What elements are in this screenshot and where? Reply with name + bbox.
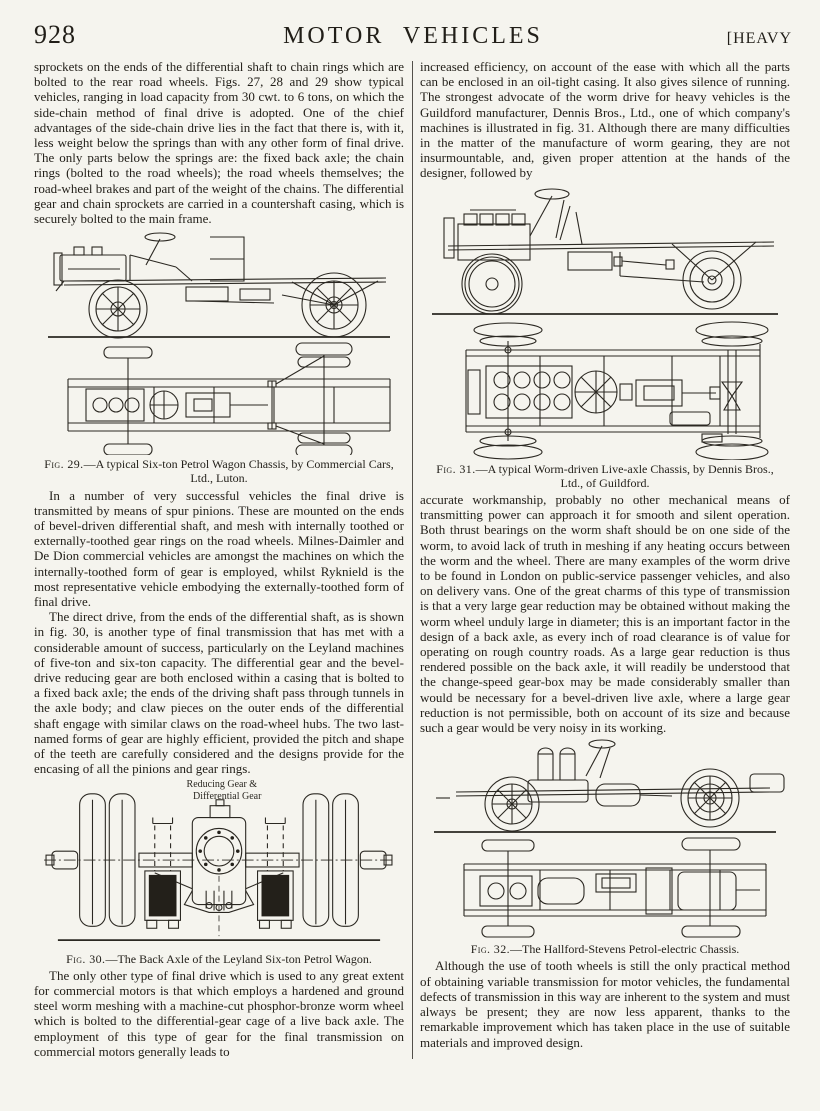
figure-31	[420, 184, 790, 490]
fig32-caption	[420, 942, 790, 956]
paragraph-worm-drive: The only other type of final drive which is used to any great extent for commercial motors is that which employs a hardened and ground steel worm meshing with a machine-cut phosphor-bronze worm wheel which is bolted to the differential-gear cage of a live back axle. The employment of this type of gear for the final transmission on commercial motors generally leads to	[34, 967, 404, 1059]
fig31-caption-text: —A typical Worm-driven Live-axle Chassis, by Dennis Bros., Ltd., of Guildford.	[475, 461, 774, 490]
paragraph-continuation: sprockets on the ends of the differential shaft to chain rings which are bolted to the rear road wheels. Figs. 27, 28 and 29 show typical vehicles, ranging in load capacity from 30 cwt. to 6 tons, on which the side-chain method of final drive is adopted. One of the chief advantages of the side-chain drive lies in the fact that there is, with it, less weight below the springs than with any other form of final drive. The only parts below the springs are: the fixed back axle; the chain rings (bolted to the road wheels); the road wheels themselves; the road-wheel brakes and part of the weight of the chains. The differential gear and chain sprockets are carried in a countershaft casing, which is securely bolted to the main frame.	[34, 59, 404, 227]
figure-29	[34, 229, 404, 485]
page-title: MOTOR VEHICLES	[283, 23, 543, 49]
fig31-caption-label: Fig. 31.	[436, 461, 476, 476]
page-number: 928	[34, 20, 76, 49]
fig29-petrol-wagon-chassis-drawing	[34, 229, 404, 455]
fig30-annotation-differential-gear: Differential Gear	[193, 790, 262, 802]
fig32-caption-text: —The Hallford-Stevens Petrol-electric Chassis.	[510, 942, 740, 957]
fig29-caption	[34, 457, 404, 485]
paragraph-workmanship: accurate workmanship, probably no other mechanical means of transmitting power can approach it for smooth and silent operation. Both thrust bearings on the worm shaft should be on one side of the worm, to avoid lack of truth in meshing if any heating occurs between the worm and the wheel. There are many examples of the worm drive to be found in London on public-service passenger vehicles, and also on delivery vans. One of the great charms of this type of transmission is that a very large gear reduction may be obtained without making the worm wheel unduly large in diameter; this is an important factor in the design of a back axle, as every inch of road clearance is of value for operating on rough country roads. As a large gear reduction is thus rendered possible on the back axle, it will readily be understood that the change-speed gear-box may be made considerably smaller than would be necessary for a bevel-driven live axle, where a large gear reduction is not permissible, both on account of its size and because such a gear would be very noisy in its working.	[420, 492, 790, 736]
figure-32	[420, 738, 790, 956]
fig30-back-axle	[44, 790, 394, 939]
header-section-marker: [HEAVY	[726, 30, 792, 47]
column-divider-rule	[412, 61, 413, 1059]
paragraph-spur-pinions: In a number of very successful vehicles the final drive is transmitted by means of spur pinions. These are mounted on the ends of bevel-driven differential shaft, and mesh with internally toothed or externally-toothed gear rings on the road wheels. Milnes-Daimler and De Dion commercial vehicles are amongst the machines on which the internally-toothed form of gear is employed, whilst Ryknield is the most representative vehicle embodying the externally-toothed form of final drive.	[34, 487, 404, 610]
fig31-worm-driven-chassis-drawing	[420, 184, 790, 460]
paragraph-continuation-right: increased efficiency, on account of the ease with which all the parts can be enclosed in an oil-tight casing. It also gives silence of running. The strongest advocate of the worm drive for heavy vehicles is the Guildford manufacturer, Dennis Bros., Ltd., one of which company's machines is illustrated in fig. 31. Although there are many difficulties in the matter of the manufacture of worm gearing, they are not insurmountable, and, given proper attention at the hands of the designer, followed by	[420, 59, 790, 181]
right-column	[420, 59, 790, 1059]
fig30-caption-text: —The Back Axle of the Leyland Six-ton Petrol Wagon.	[105, 951, 372, 966]
fig32-petrol-electric-chassis-drawing	[420, 738, 790, 940]
fig30-caption	[34, 952, 404, 966]
running-header	[34, 20, 792, 50]
fig30-caption-label: Fig. 30.	[66, 951, 106, 966]
left-column	[34, 59, 404, 1059]
two-column-body	[34, 59, 792, 1059]
fig32-side-elevation	[434, 740, 784, 832]
fig30-back-axle-drawing	[34, 780, 404, 950]
fig29-plan-view	[68, 343, 390, 455]
paragraph-direct-drive: The direct drive, from the ends of the differential shaft, as is shown in fig. 30, is another type of final transmission that has met with a considerable amount of success, particularly on the Leyland machines of five-ton and six-ton capacity. The differential gear and the bevel-drive reducing gear are both enclosed within a casing that is bolted to a fixed back axle; the ends of the driving shaft pass through tunnels in the axle body; and claw pieces on the outer ends of the differential shaft engage with similar claws on the road-wheel hubs. The two last-named forms of gear are highly efficient, provided the pitch and shape of the teeth are carefully considered and the designs provide for the encasing of all the pinions and gear rings.	[34, 609, 404, 777]
figure-30	[34, 780, 404, 966]
fig30-annotation-reducing-gear: Reducing Gear &	[186, 778, 258, 790]
fig31-plan-view	[466, 322, 768, 460]
paragraph-tooth-wheels: Although the use of tooth wheels is still the only practical method of obtaining variable transmission for motor vehicles, the fundamental defects of transmission in this way are inherent to the system and must always be present; they are now less apparent, thanks to the remarkable improvement which has taken place in the use of suitable materials and improved design.	[420, 958, 790, 1050]
fig29-side-elevation	[48, 233, 390, 338]
fig32-caption-label: Fig. 32.	[470, 942, 511, 957]
fig29-caption-label: Fig. 29.	[44, 457, 84, 472]
fig31-side-elevation	[432, 189, 778, 314]
fig31-caption	[420, 462, 790, 490]
fig32-plan-view	[464, 838, 766, 937]
fig29-caption-text: —A typical Six-ton Petrol Wagon Chassis, by Commercial Cars, Ltd., Luton.	[83, 457, 394, 486]
